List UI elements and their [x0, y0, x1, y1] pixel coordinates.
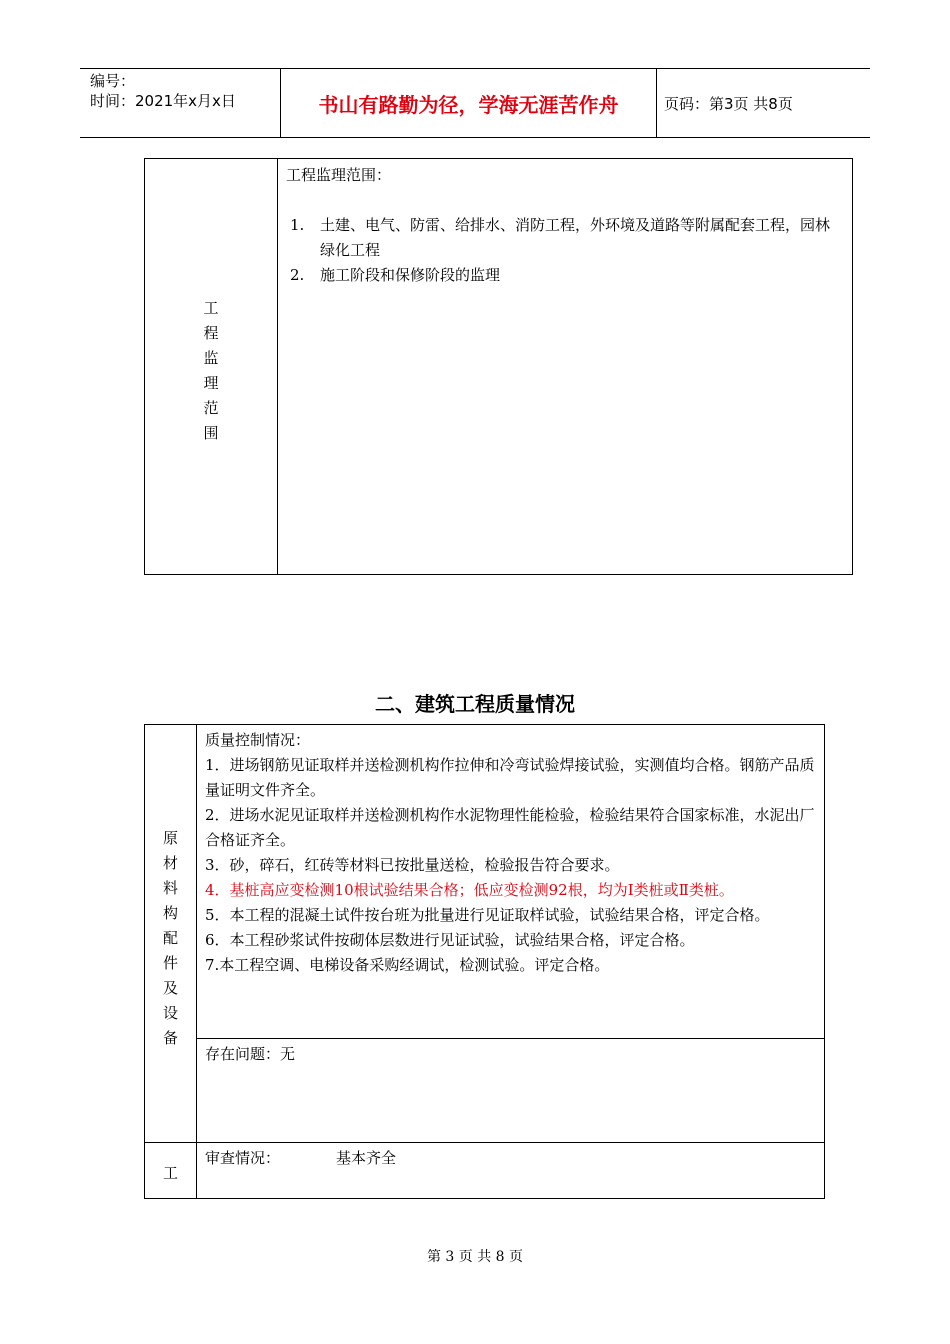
label-char: 构 [162, 904, 178, 922]
review-label: 审查情况： [205, 1149, 281, 1167]
label-char: 备 [162, 1029, 178, 1047]
label-char: 原 [162, 829, 178, 847]
label-char: 配 [162, 929, 178, 947]
document-number-label: 编号： [90, 72, 136, 90]
materials-vertical-label [145, 826, 196, 1051]
quality-item: 3．砂，碎石，红砖等材料已按批量送检，检验报告符合要求。 [205, 856, 620, 874]
quality-paragraphs [205, 753, 816, 978]
review-row [205, 1147, 396, 1168]
quality-table [144, 724, 825, 1199]
label-char: 材 [162, 854, 178, 872]
quality-item: 4．基桩高应变检测10根试验结果合格；低应变检测92根，均为Ⅰ类桩或Ⅱ类桩。 [205, 881, 734, 899]
scope-content-cell [278, 159, 852, 574]
label-char: 程 [203, 324, 219, 342]
quality-item: 5．本工程的混凝土试件按台班为批量进行见证取样试验，试验结果合格，评定合格。 [205, 906, 770, 924]
label-char: 监 [203, 349, 219, 367]
scope-content-title: 工程监理范围： [286, 166, 392, 184]
quality-control-cell [205, 728, 816, 978]
label-char: 及 [162, 979, 178, 997]
label-char: 设 [162, 1004, 178, 1022]
label-char: 工 [203, 299, 219, 317]
label-char: 围 [203, 424, 219, 442]
table-divider [197, 1038, 824, 1039]
page-footer: 第 3 页 共 8 页 [426, 1249, 524, 1265]
table-divider [145, 1142, 824, 1143]
table-divider [196, 725, 197, 1198]
list-item [286, 213, 844, 263]
scope-vertical-label [145, 296, 277, 446]
document-date-label: 时间：2021年x月x日 [90, 92, 236, 110]
label-char: 理 [203, 374, 219, 392]
quality-control-title: 质量控制情况： [205, 731, 311, 749]
existing-problems: 存在问题：无 [205, 1045, 296, 1063]
page-header [80, 68, 870, 138]
scope-label-cell [145, 159, 278, 574]
quality-item: 2．进场水泥见证取样并送检测机构作水泥物理性能检验，检验结果符合国家标准，水泥出厂合格证齐全。 [205, 806, 815, 849]
label-char: 范 [203, 399, 219, 417]
quality-item: 6．本工程砂浆试件按砌体层数进行见证试验，试验结果合格，评定合格。 [205, 931, 695, 949]
quality-item: 1．进场钢筋见证取样并送检测机构作拉伸和冷弯试验焊接试验，实测值均合格。钢筋产品质量证明文件齐全。 [205, 756, 815, 799]
list-item-number: 1. [290, 216, 305, 234]
label-char: 件 [162, 954, 178, 972]
label-char: 料 [162, 879, 178, 897]
section-title: 二、建筑工程质量情况 [375, 692, 575, 716]
header-meta [80, 69, 280, 137]
header-motto: 书山有路勤为径，学海无涯苦作舟 [280, 69, 657, 137]
quality-item: 7.本工程空调、电梯设备采购经调试，检测试验。评定合格。 [205, 956, 610, 974]
supervision-scope-table [144, 158, 853, 575]
next-row-label: 工 [162, 1164, 178, 1182]
list-item-text: 施工阶段和保修阶段的监理 [320, 266, 501, 284]
list-item [286, 263, 844, 288]
list-item-number: 2. [290, 266, 305, 284]
header-page-info: 页码：第3页 共8页 [664, 94, 793, 113]
review-value: 基本齐全 [336, 1149, 397, 1167]
scope-list [286, 213, 844, 288]
list-item-text: 土建、电气、防雷、给排水、消防工程，外环境及道路等附属配套工程，园林绿化工程 [320, 216, 831, 259]
